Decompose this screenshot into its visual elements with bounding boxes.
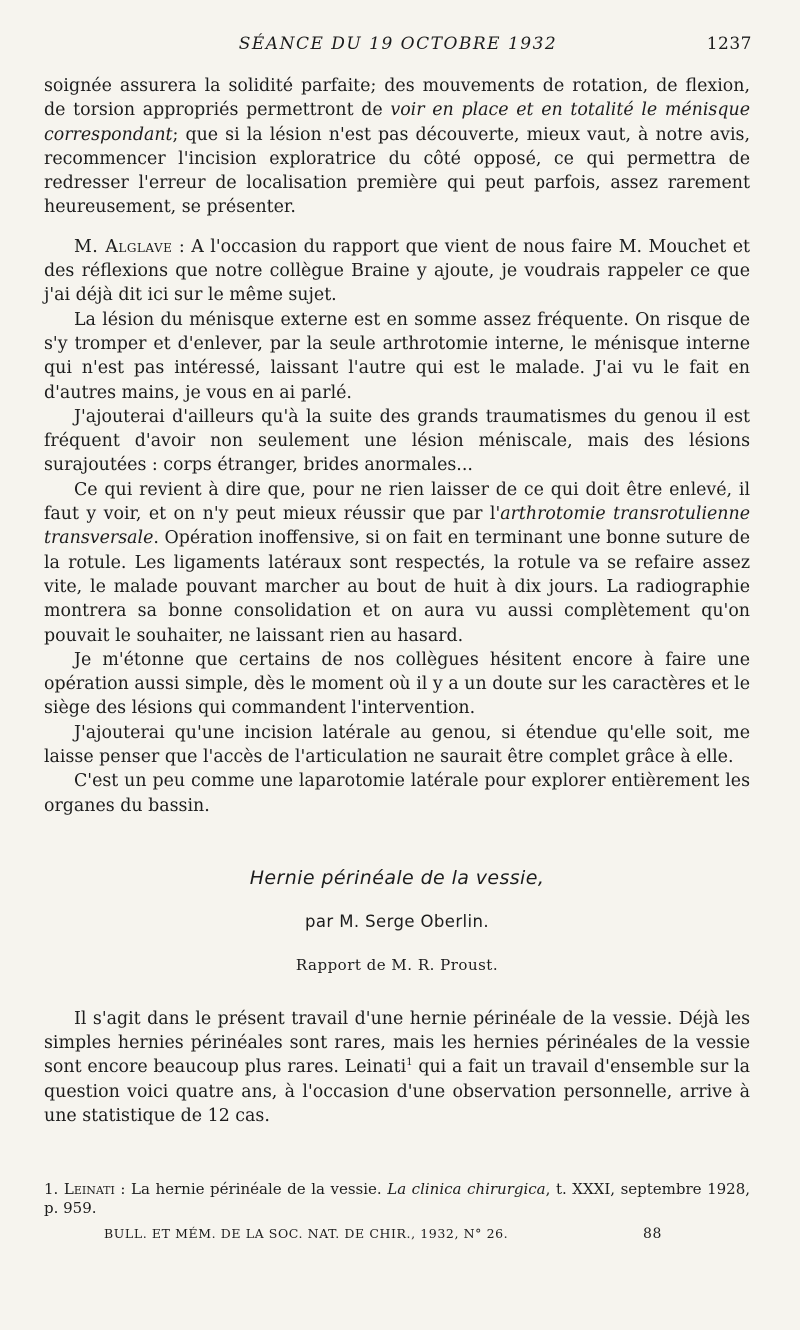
article-report: Rapport de M. R. Proust. (295, 955, 499, 974)
speaker-name: M. Alglave (74, 236, 173, 257)
footnote: 1. Leinati : La hernie périnéale de la vessie. La clinica chirurgica, t. XXXI, septembre 1928, p. 959. (44, 1180, 751, 1217)
body-text (44, 74, 750, 1128)
running-title: SÉANCE DU 19 OCTOBRE 1932 (238, 34, 558, 54)
article-author: par M. Serge Oberlin. (305, 912, 489, 932)
paragraph: C'est un peu comme une laparotomie latérale pour explorer entièrement les organes du bassin. (44, 771, 750, 816)
paragraph-alglave: M. Alglave : A l'occasion du rapport que vient de nous faire M. Mouchet et des réflexions que notre collègue Braine y ajoute, je voudrais rappeler ce que j'ai déjà dit ici sur le même sujet. (44, 236, 750, 306)
footnote-number: 1. (44, 1180, 59, 1198)
footnote-author: Leinati (63, 1180, 115, 1198)
paragraph: Je m'étonne que certains de nos collègues hésitent encore à faire une opération aussi simple, dès le moment où il y a un doute sur les caractères et le siège des lésions qui commandent l'intervention. (44, 649, 750, 719)
paragraph: Ce qui revient à dire que, pour ne rien laisser de ce qui doit être enlevé, il faut y voir, et on n'y peut mieux réussir que par l'arthrotomie transrotulienne transversale. Opération inoffensive, si on fait en terminant une bonne suture de la rotule. Les ligaments latéraux sont respectés, la rotule va se refaire assez vite, le malade pouvant marcher au bout de huit à dix jours. La radiographie montrera sa bonne consolidation et on aura vu aussi complètement qu'on pouvait le souhaiter, ne laissant rien au hasard. (44, 479, 750, 646)
footnote-marker: 1 (406, 1057, 413, 1069)
article-intro: Il s'agit dans le présent travail d'une hernie périnéale de la vessie. Déjà les simples hernies périnéales sont rares, mais les hernies périnéales de la vessie sont encore beaucoup plus rares. Leinati$^1$ qui a fait un travail d'ensemble sur la question voici quatre ans, à l'occasion d'une observation personnelle, arrive à une statistique de 12 cas. (44, 1008, 750, 1126)
article-title: Hernie périnéale de la vessie, (249, 866, 545, 889)
paragraph: J'ajouterai qu'une incision latérale au genou, si étendue qu'elle soit, me laisse penser que l'accès de l'articulation ne saurait être complet grâce à elle. (44, 722, 750, 768)
paragraph-continuation: soignée assurera la solidité parfaite; des mouvements de rotation, de flexion, de torsion appropriés permettront de voir en place et en totalité le ménisque correspondant; que si la lésion n'est pas découverte, mieux vaut, à notre avis, recommencer l'incision exploratrice du côté opposé, ce qui permettra de redresser l'erreur de localisation première qui peut parfois, assez rarement heureusement, se présenter. (44, 76, 750, 218)
page-number: 1237 (706, 34, 752, 54)
emphasis-text: voir en place et en totalité le ménisque correspondant (44, 100, 750, 145)
footnote-journal: La clinica chirurgica (387, 1180, 546, 1198)
signature-mark: 88 (642, 1226, 662, 1242)
paragraph: J'ajouterai d'ailleurs qu'à la suite des grands traumatismes du genou il est fréquent d'avoir non seulement une lésion méniscale, mais des lésions surajoutées : corps étranger, brides anormales... (44, 406, 750, 476)
running-header (44, 34, 752, 60)
journal-line: BULL. ET MÉM. DE LA SOC. NAT. DE CHIR., 1932, N° 26. (104, 1226, 509, 1241)
paragraph: La lésion du ménisque externe est en somme assez fréquente. On risque de s'y tromper et d'enlever, par la seule arthrotomie interne, le ménisque interne qui n'est pas intéressé, laissant l'autre qui est le malade. J'ai vu le fait en d'autres mains, je vous en ai parlé. (44, 309, 750, 403)
page-footer (104, 1226, 660, 1241)
emphasis-text: arthrotomie transrotulienne transversale (44, 504, 750, 549)
